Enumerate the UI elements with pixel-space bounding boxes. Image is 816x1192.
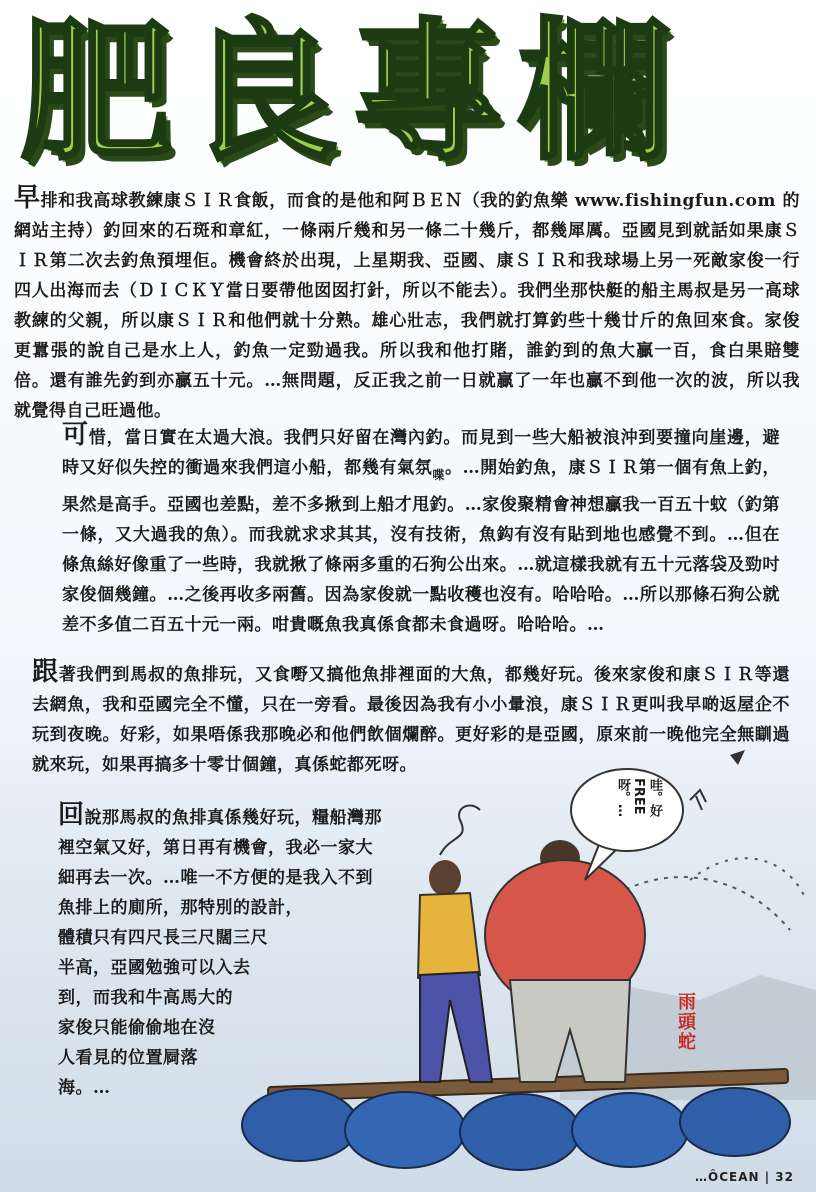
thin-man-figure <box>418 860 492 1082</box>
paragraph-4-line <box>58 1013 388 1043</box>
paragraph-2-text-a: 惜，當日實在太過大浪。我們只好留在灣內釣。而見到一些大船被浪沖到要撞向崖邊，避時又好似失控的衝過來我們這小船，都幾有氣氛 <box>62 428 780 478</box>
paragraph-4-line-text: 家俊只能偷偷地在沒 <box>58 1018 216 1038</box>
paragraph-2-lead: 可 <box>62 420 89 450</box>
paragraph-4-line <box>58 1043 388 1073</box>
page-number: 32 <box>775 1170 794 1184</box>
raft-float <box>572 1093 688 1167</box>
paragraph-3-text: 著我們到馬叔的魚排玩，又食嘢又搞他魚排裡面的大魚，都幾好玩。後來家俊和康ＳＩＲ等還去網魚，我和亞國完全不懂，只在一旁看。最後因為我有小小暈浪，康ＳＩＲ更叫我早啲返屋企不玩到夜晚。好彩，如果唔係我那晚必和他們飲個爛醉。更好彩的是亞國，原來前一晚他完全無瞓過就來玩，如果再搞多十零廿個鐘，真係蛇都死呀。 <box>32 665 790 775</box>
raft-float <box>345 1092 465 1168</box>
paragraph-4-line <box>58 893 388 923</box>
paragraph-1-lead: 早 <box>14 183 41 213</box>
paragraph-4-line-text: 裡空氣又好，第日再有機會，我必一家大 <box>58 838 373 858</box>
paragraph-4-line <box>58 923 388 953</box>
paragraph-4-line-text: 體積只有四尺長三尺闊三尺 <box>58 928 268 948</box>
speech-bubble-text: 哇。好FREE呀。… <box>615 778 662 817</box>
paragraph-4-line <box>58 833 388 863</box>
paragraph-2-superscript: 喋 <box>432 468 446 482</box>
paragraph-1-text: 排和我高球教練康ＳＩＲ食飯，而食的是他和阿ＢＥＮ（我的釣魚樂 www.fishingfun.com 的網站主持）釣回來的石斑和章紅，一條兩斤幾和另一條二十幾斤，都幾犀厲。亞國見到就話如果康ＳＩＲ第二次去釣魚預埋佢。機會終於出現，上星期我、亞國、康ＳＩＲ和我球場上另一死敵家俊一行四人出海而去（ＤＩＣＫＹ當日要帶他囡囡打針，所以不能去）。我們坐那快艇的船主馬叔是另一高球教練的父親，所以康ＳＩＲ和他們就十分熟。雄心壯志，我們就打算釣些十幾廿斤的魚回來食。家俊更囂張的說自己是水上人，釣魚一定勁過我。所以我和他打賭，誰釣到的魚大贏一百，食白果賠雙倍。還有誰先釣到亦贏五十元。…無問題，反正我之前一日就贏了一年也贏不到他一次的波，所以我就覺得自己旺過他。 <box>14 191 800 421</box>
paragraph-4-line-text: 到，而我和牛高馬大的 <box>58 988 233 1008</box>
raft-float <box>680 1088 790 1156</box>
paragraph-4-line <box>58 953 388 983</box>
paragraph-4-line-text: 細再去一次。…唯一不方便的是我入不到 <box>58 868 373 888</box>
paragraph-4 <box>58 800 388 1103</box>
paragraph-4-line <box>58 863 388 893</box>
paragraph-4-line-text: 半高，亞國勉強可以入去 <box>58 958 251 978</box>
column-title: 肥良專欄 <box>20 4 684 181</box>
page-footer: …ÔCEAN | 32 <box>695 1170 794 1184</box>
paragraph-4-line-text: 海。… <box>58 1078 111 1098</box>
paragraph-4-line <box>58 1073 388 1103</box>
paragraph-4-line-text: 說那馬叔的魚排真係幾好玩，糧船灣那 <box>84 808 383 828</box>
paragraph-3-lead: 跟 <box>32 657 59 687</box>
raft-float <box>460 1094 580 1170</box>
paragraph-4-line <box>58 800 388 833</box>
paragraph-4-line <box>58 983 388 1013</box>
artist-signature: 雨頭蛇 <box>675 992 696 1052</box>
big-man-figure <box>485 840 645 1082</box>
paragraph-2-text-b: 。…開始釣魚，康ＳＩＲ第一個有魚上釣，果然是高手。亞國也差點，差不多揪到上船才甩釣。…家俊聚精會神想贏我一百五十蚊（釣第一條，又大過我的魚）。而我就求求其其，沒有技術，魚鈎有沒有貼到地也感覺不到。…但在條魚絲好像重了一些時，我就揪了條兩多重的石狗公出來。…就這樣我就有五十元落袋及勁吋家俊個幾鐘。…之後再收多兩舊。因為家俊就一點收穫也沒有。哈哈哈。…所以那條石狗公就差不多值二百五十元一兩。咁貴嘅魚我真係食都未食過呀。哈哈哈。… <box>62 458 780 635</box>
paragraph-4-line-text: 魚排上的廁所，那特別的設計， <box>58 898 303 918</box>
paragraph-4-line-text: 人看見的位置屙落 <box>58 1048 198 1068</box>
magazine-name: …ÔCEAN <box>695 1170 760 1184</box>
paragraph-4-lead: 回 <box>58 800 85 830</box>
